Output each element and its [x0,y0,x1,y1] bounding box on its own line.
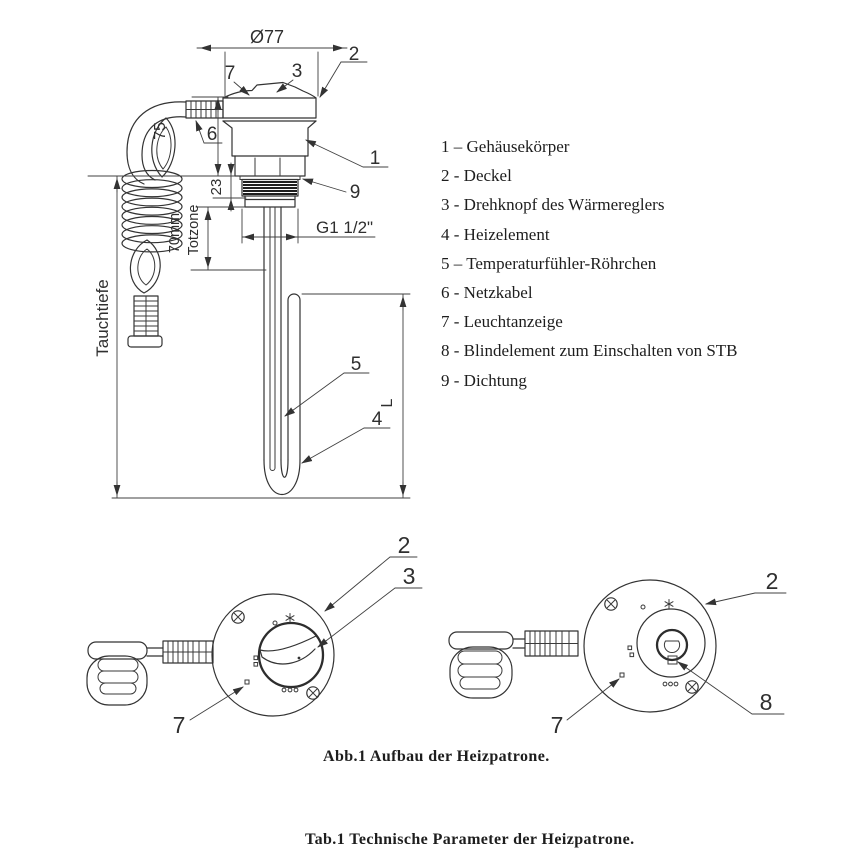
callout-9: 9 [349,182,361,203]
thermostat-knob [259,623,323,687]
screw-icon [232,611,244,623]
cable-and-plug [87,641,213,705]
indicator-lamp [245,680,249,684]
dim-dead-zone-value: 70mm [167,212,183,254]
callout-5: 5 [350,354,362,375]
frost-symbol-icon [665,600,673,609]
legend-item-4: 4 - Heizelement [441,224,550,244]
part-callouts [196,44,390,463]
callout-3: 3 [291,61,303,82]
heater-assembly [186,83,316,495]
table-caption: Tab.1 Technische Parameter der Heizpatrone. [305,831,635,848]
callout-1: 1 [369,148,381,169]
callout-4: 4 [371,409,383,430]
screw-icon [686,681,698,693]
dim-diameter: Ø77 [249,27,285,47]
plug [128,296,162,347]
callout-7: 7 [550,712,564,738]
legend-item-5: 5 – Temperaturfühler-Röhrchen [441,253,657,273]
screw-icon [605,598,617,610]
dim-thread-length: 23 [208,178,225,196]
view-callouts [173,532,422,738]
thread [242,180,298,197]
frost-symbol-icon [286,614,294,623]
legend-item-1: 1 – Gehäusekörper [441,137,570,156]
cover-view-blind [440,548,835,743]
sensor-tube [270,207,275,471]
dim-thread-size: G1 1/2" [316,218,374,237]
legend-item-6: 6 - Netzkabel [441,282,533,302]
callout-2: 2 [348,44,360,65]
figure-caption: Abb.1 Aufbau der Heizpatrone. [323,748,550,765]
view-callouts [551,568,786,738]
indicator-lamp [620,673,624,677]
legend-item-3: 3 - Drehknopf des Wärmereglers [441,195,665,215]
main-drawing [80,10,420,515]
screw-icon [307,687,319,699]
callout-2: 2 [397,532,411,558]
heating-element-tube [264,207,300,495]
callout-7: 7 [224,63,236,84]
callout-6: 6 [206,124,218,145]
dimension-lines [88,48,410,498]
callout-8: 8 [759,689,773,715]
cover-face [584,580,716,712]
dim-dead-zone-label: Totzone [186,204,202,256]
dim-element-length: L [379,398,396,408]
cover-face [212,594,334,716]
legend-item-2: 2 - Deckel [441,166,512,186]
callout-2: 2 [765,568,779,594]
cover-view-knob [60,528,420,740]
parts-legend [441,132,738,395]
dim-immersion-depth: Tauchtiefe [93,279,112,357]
legend-item-9: 9 - Dichtung [441,370,527,390]
callout-3: 3 [402,563,416,589]
hex-nut [235,156,305,176]
callout-7: 7 [172,712,186,738]
legend-item-7: 7 - Leuchtanzeige [441,312,563,332]
legend-item-8: 8 - Blindelement zum Einschalten von STB [441,341,738,361]
cable-and-plug [449,631,578,698]
cable-gland [186,101,223,118]
dim-height-above-flange: 75 [152,122,169,140]
